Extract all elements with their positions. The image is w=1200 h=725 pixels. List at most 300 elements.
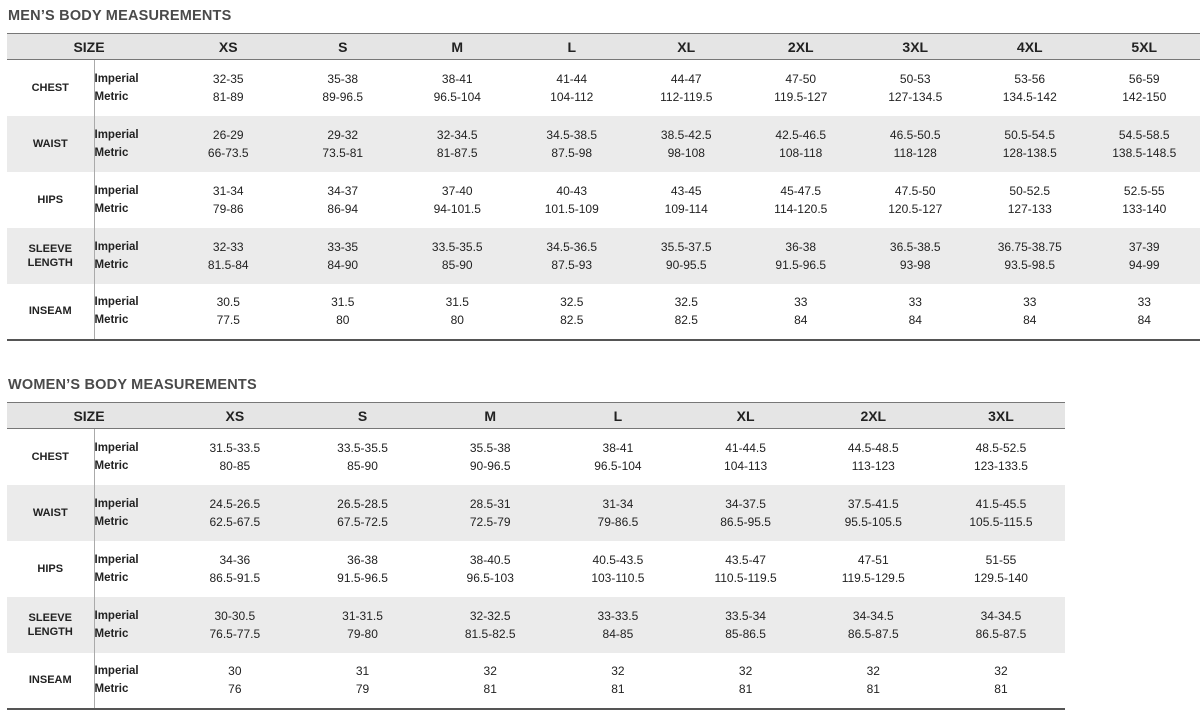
measurement-label-line: HIPS <box>37 562 64 575</box>
imperial-value: 35-38 <box>327 71 359 86</box>
measurement-cell <box>744 228 859 284</box>
size-column-header: S <box>286 34 401 60</box>
measurement-label-line: INSEAM <box>28 305 72 317</box>
measurement-cell <box>299 541 427 597</box>
measurement-cell <box>286 60 401 116</box>
metric-unit-label: Metric <box>94 146 129 159</box>
metric-value: 90-96.5 <box>469 458 511 473</box>
measurement-cell <box>973 228 1088 284</box>
men-size-table <box>7 33 1200 341</box>
women-section-title: WOMEN’S BODY MEASUREMENTS <box>8 377 257 393</box>
imperial-value: 33 <box>1023 295 1037 309</box>
measurement-label <box>7 116 94 172</box>
imperial-value: 51-55 <box>985 552 1017 567</box>
size-column-header: XL <box>629 34 744 60</box>
measurement-label <box>7 653 94 709</box>
imperial-value: 26.5-28.5 <box>337 496 388 511</box>
measurement-cell <box>1087 228 1200 284</box>
imperial-value: 45-47.5 <box>780 183 822 198</box>
metric-value: 138.5-148.5 <box>1112 145 1177 160</box>
measurement-cell <box>682 653 810 709</box>
imperial-value: 34-36 <box>219 552 251 567</box>
metric-value: 81 <box>994 682 1008 696</box>
measurement-row <box>7 116 1200 172</box>
imperial-value: 36.5-38.5 <box>889 239 941 254</box>
imperial-value: 46.5-50.5 <box>889 127 941 142</box>
men-section-title: MEN’S BODY MEASUREMENTS <box>8 8 232 24</box>
metric-value: 81 <box>866 682 880 696</box>
imperial-value: 31 <box>355 664 370 678</box>
measurement-cell <box>426 429 554 485</box>
metric-value: 93-98 <box>899 257 931 272</box>
measurement-cell <box>515 116 630 172</box>
imperial-value: 32 <box>611 664 625 678</box>
measurement-cell <box>426 541 554 597</box>
measurement-label <box>7 429 94 485</box>
measurement-cell <box>286 228 401 284</box>
measurement-cell <box>809 597 937 653</box>
measurement-cell <box>286 172 401 228</box>
imperial-value: 34.5-36.5 <box>546 239 598 254</box>
imperial-value: 41.5-45.5 <box>975 496 1027 511</box>
measurement-cell <box>171 597 299 653</box>
metric-value: 96.5-103 <box>466 570 514 585</box>
measurement-cell <box>937 597 1065 653</box>
measurement-cell <box>937 541 1065 597</box>
metric-value: 127-134.5 <box>888 89 943 104</box>
measurement-cell <box>299 485 427 541</box>
metric-value: 76 <box>228 682 242 696</box>
size-header-label: SIZE <box>7 34 171 60</box>
measurement-cell <box>1087 116 1200 172</box>
measurement-cell <box>171 485 299 541</box>
metric-value: 84-85 <box>602 626 634 641</box>
imperial-value: 34-34.5 <box>852 608 894 623</box>
metric-value: 101.5-109 <box>544 201 599 216</box>
measurement-cell <box>426 653 554 709</box>
metric-value: 113-123 <box>851 458 895 473</box>
imperial-value: 32.5 <box>560 295 584 309</box>
unit-labels <box>94 541 171 597</box>
metric-value: 76.5-77.5 <box>209 626 261 641</box>
measurement-cell <box>1087 284 1200 340</box>
imperial-value: 31.5-33.5 <box>209 440 261 455</box>
imperial-value: 47-50 <box>785 71 817 86</box>
unit-labels <box>94 172 171 228</box>
measurement-label-line: CHEST <box>31 81 69 94</box>
measurement-cell <box>515 228 630 284</box>
measurement-label-line: LENGTH <box>27 625 73 638</box>
metric-value: 85-90 <box>347 458 378 473</box>
metric-value: 84-90 <box>327 257 359 272</box>
measurement-cell <box>682 485 810 541</box>
size-column-header: 2XL <box>809 403 937 429</box>
metric-value: 73.5-81 <box>322 145 364 160</box>
measurement-label <box>7 541 94 597</box>
imperial-value: 33 <box>908 295 922 309</box>
metric-value: 110.5-119.5 <box>714 570 777 585</box>
measurement-cell <box>400 284 515 340</box>
measurement-cell <box>629 116 744 172</box>
metric-value: 134.5-142 <box>1002 89 1057 104</box>
metric-value: 79-80 <box>347 626 378 641</box>
metric-value: 79-86.5 <box>597 514 639 529</box>
imperial-value: 34-34.5 <box>980 608 1022 623</box>
metric-value: 96.5-104 <box>433 89 481 104</box>
measurement-cell <box>426 597 554 653</box>
metric-value: 82.5 <box>674 313 698 327</box>
metric-value: 89-96.5 <box>322 89 364 104</box>
size-column-header: 3XL <box>858 34 973 60</box>
unit-labels <box>94 116 171 172</box>
metric-value: 128-138.5 <box>1002 145 1057 160</box>
metric-value: 129.5-140 <box>973 570 1028 585</box>
measurement-cell <box>809 541 937 597</box>
measurement-cell <box>171 172 286 228</box>
size-header-row <box>7 403 1065 429</box>
measurement-cell <box>858 228 973 284</box>
imperial-value: 53-56 <box>1014 71 1046 86</box>
metric-unit-label: Metric <box>94 258 129 271</box>
metric-value: 84 <box>794 313 808 327</box>
imperial-value: 41-44.5 <box>725 440 766 455</box>
measurement-label <box>7 284 94 340</box>
imperial-value: 32 <box>738 664 753 678</box>
measurement-row <box>7 541 1065 597</box>
imperial-value: 31.5 <box>331 295 355 309</box>
imperial-value: 38.5-42.5 <box>660 127 712 142</box>
measurement-cell <box>682 541 810 597</box>
imperial-unit-label: Imperial <box>94 296 139 308</box>
measurement-label <box>7 228 94 284</box>
metric-value: 80 <box>336 313 350 327</box>
size-column-header: L <box>515 34 630 60</box>
metric-value: 79 <box>355 682 370 696</box>
metric-value: 79-86 <box>212 201 244 216</box>
measurement-cell <box>682 429 810 485</box>
metric-value: 120.5-127 <box>888 201 943 216</box>
metric-unit-label: Metric <box>94 202 129 215</box>
imperial-value: 54.5-58.5 <box>1118 127 1170 142</box>
metric-unit-label: Metric <box>94 627 129 640</box>
size-column-header: 2XL <box>744 34 859 60</box>
measurement-cell <box>171 284 286 340</box>
metric-value: 67.5-72.5 <box>337 514 388 529</box>
size-column-header: 3XL <box>937 403 1065 429</box>
metric-value: 98-108 <box>667 145 705 160</box>
imperial-value: 32-33 <box>212 239 244 254</box>
measurement-cell <box>554 485 682 541</box>
size-column-header: XS <box>171 403 299 429</box>
measurement-cell <box>400 228 515 284</box>
metric-value: 81-89 <box>212 89 244 104</box>
metric-value: 72.5-79 <box>469 514 511 529</box>
imperial-value: 52.5-55 <box>1123 183 1165 198</box>
measurement-cell <box>858 284 973 340</box>
imperial-value: 47-51 <box>857 552 889 567</box>
measurement-cell <box>937 429 1065 485</box>
measurement-label <box>7 172 94 228</box>
imperial-value: 26-29 <box>212 127 244 142</box>
imperial-unit-label: Imperial <box>94 128 139 141</box>
metric-value: 94-101.5 <box>433 201 481 216</box>
metric-unit-label: Metric <box>94 571 129 584</box>
metric-value: 86.5-87.5 <box>975 626 1027 641</box>
measurement-cell <box>809 485 937 541</box>
size-header-label: SIZE <box>7 403 171 429</box>
imperial-value: 33.5-34 <box>725 608 766 623</box>
measurement-cell <box>682 597 810 653</box>
metric-value: 118-128 <box>893 145 937 160</box>
metric-value: 96.5-104 <box>594 458 642 473</box>
imperial-value: 41-44 <box>556 71 588 86</box>
measurement-cell <box>744 172 859 228</box>
imperial-unit-label: Imperial <box>94 240 139 253</box>
measurement-cell <box>171 541 299 597</box>
measurement-cell <box>171 653 299 709</box>
measurement-cell <box>629 172 744 228</box>
measurement-label-line: HIPS <box>37 193 64 206</box>
imperial-value: 47.5-50 <box>894 183 936 198</box>
unit-labels <box>94 485 171 541</box>
imperial-value: 31-34 <box>212 183 244 198</box>
measurement-cell <box>629 60 744 116</box>
imperial-value: 33 <box>794 295 808 309</box>
imperial-value: 32 <box>483 664 497 678</box>
metric-value: 66-73.5 <box>207 145 249 160</box>
measurement-cell <box>809 653 937 709</box>
unit-labels <box>94 284 171 340</box>
imperial-value: 34-37.5 <box>725 496 766 511</box>
metric-value: 95.5-105.5 <box>844 514 902 529</box>
measurement-row <box>7 228 1200 284</box>
imperial-value: 40-43 <box>556 183 588 198</box>
measurement-cell <box>858 116 973 172</box>
size-column-header: S <box>299 403 427 429</box>
imperial-value: 32-32.5 <box>469 608 511 623</box>
measurement-cell <box>937 653 1065 709</box>
measurement-cell <box>629 228 744 284</box>
measurement-label-line: LENGTH <box>27 256 73 269</box>
metric-value: 112-119.5 <box>660 89 713 104</box>
metric-value: 84 <box>908 313 922 327</box>
measurement-label-line: WAIST <box>32 506 68 519</box>
imperial-unit-label: Imperial <box>94 665 139 677</box>
size-column-header: 4XL <box>973 34 1088 60</box>
metric-value: 104-113 <box>724 458 768 473</box>
imperial-value: 31-34 <box>602 496 634 511</box>
measurement-row <box>7 60 1200 116</box>
measurement-row <box>7 172 1200 228</box>
metric-unit-label: Metric <box>94 515 129 528</box>
metric-value: 109-114 <box>664 201 708 216</box>
measurement-cell <box>1087 60 1200 116</box>
metric-value: 80-85 <box>219 458 251 473</box>
metric-value: 86-94 <box>327 201 359 216</box>
metric-value: 81 <box>483 682 497 696</box>
metric-unit-label: Metric <box>94 459 129 472</box>
metric-value: 62.5-67.5 <box>209 514 261 529</box>
metric-value: 85-90 <box>441 257 473 272</box>
measurement-cell <box>973 172 1088 228</box>
size-column-header: M <box>426 403 554 429</box>
imperial-value: 32-35 <box>212 71 244 86</box>
imperial-value: 31.5 <box>445 295 469 309</box>
imperial-value: 24.5-26.5 <box>209 496 261 511</box>
metric-value: 104-112 <box>550 89 594 104</box>
measurement-cell <box>515 284 630 340</box>
metric-value: 81-87.5 <box>436 145 478 160</box>
measurement-cell <box>629 284 744 340</box>
metric-value: 84 <box>1023 313 1037 327</box>
imperial-value: 33-35 <box>327 239 359 254</box>
metric-value: 86.5-91.5 <box>209 570 261 585</box>
measurement-cell <box>973 116 1088 172</box>
imperial-value: 34-37 <box>327 183 359 198</box>
imperial-value: 28.5-31 <box>469 496 511 511</box>
measurement-label-line: CHEST <box>31 450 69 463</box>
measurement-label <box>7 485 94 541</box>
imperial-value: 37-40 <box>441 183 473 198</box>
imperial-value: 30.5 <box>216 295 240 309</box>
imperial-value: 40.5-43.5 <box>592 552 644 567</box>
metric-value: 119.5-129.5 <box>841 570 905 585</box>
imperial-unit-label: Imperial <box>94 72 139 85</box>
imperial-value: 33.5-35.5 <box>431 239 483 254</box>
metric-value: 119.5-127 <box>774 89 828 104</box>
measurement-cell <box>426 485 554 541</box>
metric-value: 81 <box>611 682 625 696</box>
imperial-value: 50-53 <box>899 71 931 86</box>
imperial-unit-label: Imperial <box>94 441 139 454</box>
imperial-value: 30 <box>228 664 242 678</box>
measurement-cell <box>515 60 630 116</box>
measurement-cell <box>744 60 859 116</box>
imperial-value: 32.5 <box>674 295 698 309</box>
unit-labels <box>94 429 171 485</box>
imperial-unit-label: Imperial <box>94 609 139 622</box>
imperial-value: 50-52.5 <box>1009 183 1051 198</box>
imperial-value: 38-40.5 <box>469 552 511 567</box>
measurement-cell <box>299 597 427 653</box>
imperial-value: 38-41 <box>441 71 473 86</box>
unit-labels <box>94 60 171 116</box>
imperial-value: 34.5-38.5 <box>546 127 598 142</box>
imperial-value: 43.5-47 <box>725 552 766 567</box>
metric-unit-label: Metric <box>94 314 129 326</box>
imperial-unit-label: Imperial <box>94 497 139 510</box>
measurement-cell <box>171 429 299 485</box>
measurement-cell <box>554 597 682 653</box>
imperial-value: 31-31.5 <box>342 608 383 623</box>
imperial-value: 32 <box>994 664 1008 678</box>
measurement-cell <box>286 116 401 172</box>
imperial-value: 35.5-37.5 <box>660 239 712 254</box>
metric-value: 81.5-84 <box>207 257 249 272</box>
metric-value: 87.5-98 <box>551 145 593 160</box>
metric-value: 80 <box>450 313 464 327</box>
measurement-cell <box>515 172 630 228</box>
size-column-header: XS <box>171 34 286 60</box>
women-size-table <box>7 402 1065 710</box>
measurement-label-line: INSEAM <box>28 674 72 686</box>
imperial-value: 33.5-35.5 <box>337 440 388 455</box>
size-column-header: L <box>554 403 682 429</box>
measurement-cell <box>400 116 515 172</box>
measurement-cell <box>286 284 401 340</box>
metric-value: 86.5-95.5 <box>720 514 771 529</box>
measurement-cell <box>554 653 682 709</box>
imperial-value: 50.5-54.5 <box>1004 127 1056 142</box>
metric-value: 86.5-87.5 <box>847 626 899 641</box>
metric-value: 85-86.5 <box>725 626 766 641</box>
measurement-label <box>7 597 94 653</box>
measurement-row <box>7 429 1065 485</box>
measurement-cell <box>171 228 286 284</box>
metric-value: 108-118 <box>779 145 823 160</box>
measurement-cell <box>973 60 1088 116</box>
size-column-header: XL <box>682 403 810 429</box>
metric-value: 91.5-96.5 <box>337 570 388 585</box>
metric-value: 94-99 <box>1128 257 1160 272</box>
imperial-value: 37.5-41.5 <box>847 496 899 511</box>
measurement-label-line: SLEEVE <box>28 611 72 624</box>
measurement-cell <box>299 429 427 485</box>
imperial-unit-label: Imperial <box>94 184 139 197</box>
measurement-label <box>7 60 94 116</box>
imperial-value: 36-38 <box>785 239 817 254</box>
imperial-value: 29-32 <box>327 127 359 142</box>
unit-labels <box>94 228 171 284</box>
metric-value: 82.5 <box>560 313 584 327</box>
metric-value: 103-110.5 <box>591 570 645 585</box>
imperial-value: 32 <box>866 664 880 678</box>
measurement-cell <box>809 429 937 485</box>
metric-value: 123-133.5 <box>973 458 1028 473</box>
size-column-header: M <box>400 34 515 60</box>
metric-value: 81 <box>738 682 753 696</box>
measurement-label-line: WAIST <box>32 137 68 150</box>
measurement-cell <box>1087 172 1200 228</box>
imperial-unit-label: Imperial <box>94 553 139 566</box>
measurement-cell <box>973 284 1088 340</box>
measurement-label-line: SLEEVE <box>28 242 72 255</box>
imperial-value: 48.5-52.5 <box>975 440 1027 455</box>
imperial-value: 35.5-38 <box>469 440 511 455</box>
metric-value: 105.5-115.5 <box>969 514 1033 529</box>
imperial-value: 32-34.5 <box>436 127 478 142</box>
metric-value: 81.5-82.5 <box>464 626 516 641</box>
unit-labels <box>94 597 171 653</box>
measurement-cell <box>937 485 1065 541</box>
measurement-cell <box>554 541 682 597</box>
metric-unit-label: Metric <box>94 683 129 695</box>
metric-value: 127-133 <box>1007 201 1052 216</box>
measurement-cell <box>858 60 973 116</box>
measurement-cell <box>299 653 427 709</box>
imperial-value: 38-41 <box>602 440 634 455</box>
imperial-value: 42.5-46.5 <box>775 127 827 142</box>
metric-value: 87.5-93 <box>551 257 593 272</box>
imperial-value: 37-39 <box>1128 239 1160 254</box>
metric-value: 142-150 <box>1122 89 1167 104</box>
measurement-cell <box>400 172 515 228</box>
imperial-value: 36.75-38.75 <box>997 239 1062 254</box>
measurement-row <box>7 653 1065 709</box>
measurement-cell <box>744 284 859 340</box>
metric-value: 90-95.5 <box>665 257 707 272</box>
metric-value: 114-120.5 <box>774 201 828 216</box>
